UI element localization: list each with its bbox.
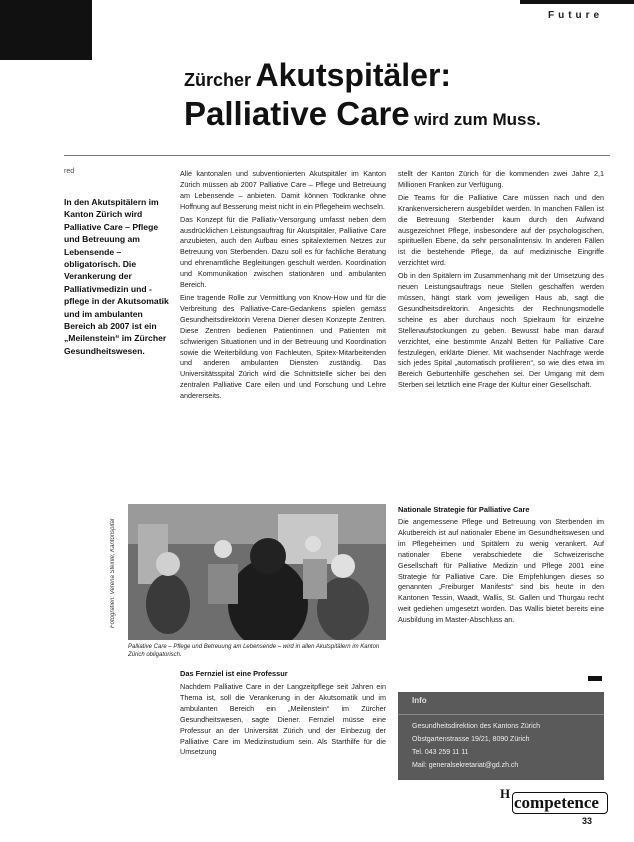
headline-suffix: wird zum Muss. [414,110,541,129]
info-address: Obstgartenstrasse 19/21, 8090 Zürich [412,736,530,743]
competence-logo [500,786,610,814]
info-divider [398,714,604,715]
info-phone: Tel. 043 259 11 11 [412,749,469,756]
logo-word: competence [514,793,599,812]
headline-prefix: Zürcher [184,70,252,90]
headline-line-1 [184,58,451,99]
corner-bar-top-left [0,0,92,60]
headline-main-1: Akutspitäler: [255,57,452,93]
body-paragraph: Nachdem Palliative Care in der Langzeitpflege seit Jahren ein Thema ist, soll die Verankerung in der Akutsomatik und im ambulanten Bereich ein „Meilenstein“ im Zürcher Gesundheitswesen, sagte Diener. Fernziel müsse eine Professur an der Universität Zürich und der Einbezug der Palliative Care im Medizinstudium sein. Als Starthilfe für die Umsetzung [180,682,386,757]
body-paragraph: Das Konzept für die Palliativ-Versorgung umfasst neben dem ausdrücklichen Leistungsauftrag für Akutspitäler, Palliative Care anzubieten, auch den Aufbau eines spitalexternen Netzes zur Betreuung von Sterbenden. Dazu soll es für fachliche Beratung und ehrenamtliche Begleitungen geschult werden. Koordination und Kommunikation zwischen stationären und ambulanten Bereich. [180,214,386,290]
body-column-2 [180,169,386,499]
author-prefix: red [64,168,75,175]
lead-paragraph: In den Akutspitälern im Kanton Zürich wird Palliative Care – Pflege und Betreuung am Lebensende – obligatorisch. Die Verankerung der Palliativmedizin und -pflege in der Akutsomatik und im ambulanten Bereich ab 2007 ist ein „Meilenstein“ im Zürcher Gesundheitswesen. [64,197,169,356]
body-paragraph: stellt der Kanton Zürich für die kommenden zwei Jahre 2,1 Millionen Franken zur Verfügung. [398,169,604,189]
headline-divider [64,155,610,156]
photo-credit: Fotografien: Verena Steinle, Kantonspital [110,518,116,628]
body-paragraph: Die Teams für die Palliative Care müssen nach und den Krankenversicherern ausgebildet werden. In manchen Fällen ist die Betreuung Sterbender kaum durch den Aufwand ausgezeichnet Pflege, insbesondere auf der psychologischen, spirituellen Ebene, da sehr personalintensiv. In anderen Fällen ist die bestehende Pflege, da auf medizinische Eingriffe verzichtet wird. [398,192,604,268]
headline-main-2: Palliative Care [184,95,410,132]
info-email: Mail: generalsekretariat@gd.zh.ch [412,762,519,769]
body-paragraph: Eine tragende Rolle zur Vermittlung von Know-How und für die Verbreitung des Palliative-Care-Gedankens spielen gemäss Gesundheitsdirektorin Verena Diener diesen Konzepte Zentren. Diese Zentren bedienen Patientinnen und Patienten mit schwierigen Situationen und in der Betreuung und Koordination sowie die Weiterbildung von Fachleuten, Spitex-Mitarbeitenden und anderen ambulanten Diensten zuständig. Das Universitätsspital Zürich wird die Schnittstelle sicher bei den zentralen Palliative Care eilen und und Forschung und Lehre andererseits. [180,292,386,401]
body-column-3-lower [398,517,604,682]
body-paragraph: Alle kantonalen und subventionierten Akutspitäler im Kanton Zürich müssen ab 2007 Palliative Care – Pflege und Betreuung am Lebensende – anbieten. Damit können Todkranke ohne Hoffnung auf Besserung meist nicht in ein Pflegeheim wechseln. [180,169,386,211]
article-end-mark [588,676,602,681]
page-number: 33 [582,816,593,826]
article-photo [128,504,386,640]
corner-bar-top-right [520,0,634,4]
info-box [398,692,604,780]
body-paragraph: Ob in den Spitälern im Zusammenhang mit der Umsetzung des neuen Leistungsauftrags neue Stellen geschaffen werden müssen, hängt stark vom jeweiligen Haus ab, sagt die Gesundheitsdirektorin. Angesichts der Rechnungsmodelle scheine es aber durchaus noch Spielraum für einzelne Stellenaufstockungen zu geben. Bewusst habe man darauf verzichtet, eine bestimmte Anzahl Betten für Palliative Care festzulegen, erklärte Diener. Mit wachsender Nachfrage werde sich jedes Spital „automatisch profilieren“, so wie dies etwa im Bereich Geburtenhilfe geschehen sei. Der Umgang mit dem Sterben sei letztlich eine Frage der Kultur einer Gesellschaft. [398,271,604,390]
subheading-nationale-strategie: Nationale Strategie für Palliative Care [398,505,530,514]
section-label: Future [548,10,604,21]
body-paragraph: Die angemessene Pflege und Betreuung von Sterbenden im Akutbereich ist auf nationaler Ebene im Gesundheitswesen und im Pflegeheimen und Spitälern zu wenig verankert. Auf nationaler Ebene verabschiedete die Schweizerische Gesellschaft für Palliative Medizin und Pflege 2001 eine Strategie für Palliative Care. Die Empfehlungen dieses so genannten „Freiburger Manifests“ sind bis heute in den Kantonen Tessin, Waadt, Wallis, St. Gallen und Thurgau recht weit gediehen umgesetzt worden. Das Wallis bietet bereits eine Ausbildung im Master-Abschluss an. [398,517,604,625]
photo-caption: Palliative Care – Pflege und Betreuung am Lebensende – wird in allen Akutspitälern im Kanton Zürich obligatorisch. [128,644,380,658]
subheading-professur: Das Fernziel ist eine Professur [180,669,288,678]
body-column-2-lower [180,682,386,792]
headline-line-2 [184,96,541,139]
body-column-3 [398,169,604,499]
logo-letter: H [500,786,511,801]
info-heading: Info [412,696,427,705]
info-organisation: Gesundheitsdirektion des Kantons Zürich [412,723,541,730]
photo-illustration [128,504,386,640]
